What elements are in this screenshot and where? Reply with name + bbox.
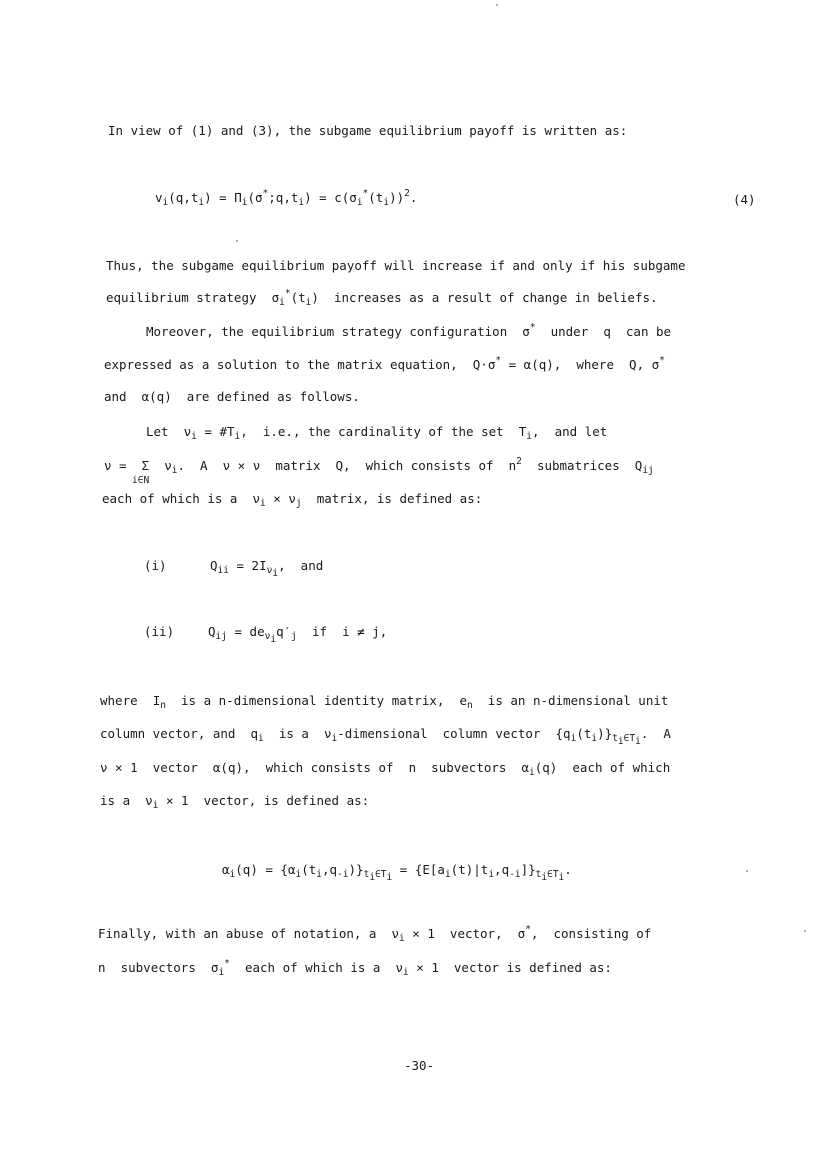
item-i-label: (i) (144, 558, 167, 573)
paragraph-where-line2: column vector, and $q_i$ is a $\nu_i$-dimensional column vector $\{q_i(t_i)\}_{t_i\in T_i}$. A (100, 726, 671, 747)
summation-index: i∈N (132, 475, 150, 486)
paragraph-let-line3: each of which is a $\nu_i \times \nu_j$ matrix, is defined as: (102, 491, 483, 509)
paragraph-finally-line1: Finally, with an abuse of notation, a $\nu_i \times 1$ vector, σ*, consisting of (98, 924, 652, 944)
paragraph-let-line1: Let $\nu_i$ = $\#T_i$, i.e., the cardinality of the set $T_i$, and let (146, 424, 608, 442)
scan-speck (804, 930, 806, 932)
paragraph-moreover-line2: expressed as a solution to the matrix equation, Q·σ* = α(q), where Q, σ* (104, 355, 665, 372)
paragraph-thus-line2: equilibrium strategy $\sigma_i^*(t_i)$ increases as a result of change in beliefs. (106, 288, 658, 308)
equation-alpha: $\alpha_i(q) = \{\alpha_i(t_i,q_{-i})\}_{t_i\in T_i} = \{E[a_i(t)|t_i,q_{-i}]\}_{t_i\in T_i}$. (222, 862, 572, 883)
equation-4: $v_i(q,t_i)$ = $\Pi_i(\sigma^*;q,t_i) = c(\sigma_i^*(t_i))^2$. (155, 188, 418, 208)
paragraph-let-line2: ν = Σ $\nu_i$. A ν × ν matrix Q, which consists of $n^2$ submatrices $Q_{ij}$ (104, 456, 654, 476)
scan-speck (496, 4, 498, 6)
paragraph-where-line3: ν × 1 vector α(q), which consists of n subvectors $\alpha_i(q)$ each of which (100, 760, 671, 778)
paragraph-where-line1: where $I_n$ is a n-dimensional identity matrix, $e_n$ is an n-dimensional unit (100, 693, 669, 711)
page-number: -30- (404, 1058, 435, 1073)
paragraph-intro: In view of (1) and (3), the subgame equilibrium payoff is written as: (108, 123, 628, 138)
paragraph-finally-line2: n subvectors $\sigma_i^*$ each of which is a $\nu_i \times 1$ vector is defined as: (98, 958, 612, 978)
scan-speck (746, 870, 748, 872)
scan-speck (236, 240, 238, 242)
item-i-formula: $Q_{ii} = 2I_{\nu_i}$, and (210, 558, 324, 579)
equation-number-4: (4) (733, 192, 756, 207)
item-ii-formula: $Q_{ij} = de_{\nu_i}q'_j$ if i ≠ j, (208, 624, 388, 645)
item-ii-label: (ii) (144, 624, 175, 639)
paragraph-where-line4: is a $\nu_i \times 1$ vector, is defined as: (100, 793, 370, 811)
paragraph-moreover-line1: Moreover, the equilibrium strategy configuration σ* under q can be (146, 322, 672, 339)
paragraph-thus-line1: Thus, the subgame equilibrium payoff will increase if and only if his subgame (106, 258, 686, 273)
paragraph-moreover-line3: and α(q) are defined as follows. (104, 389, 360, 404)
